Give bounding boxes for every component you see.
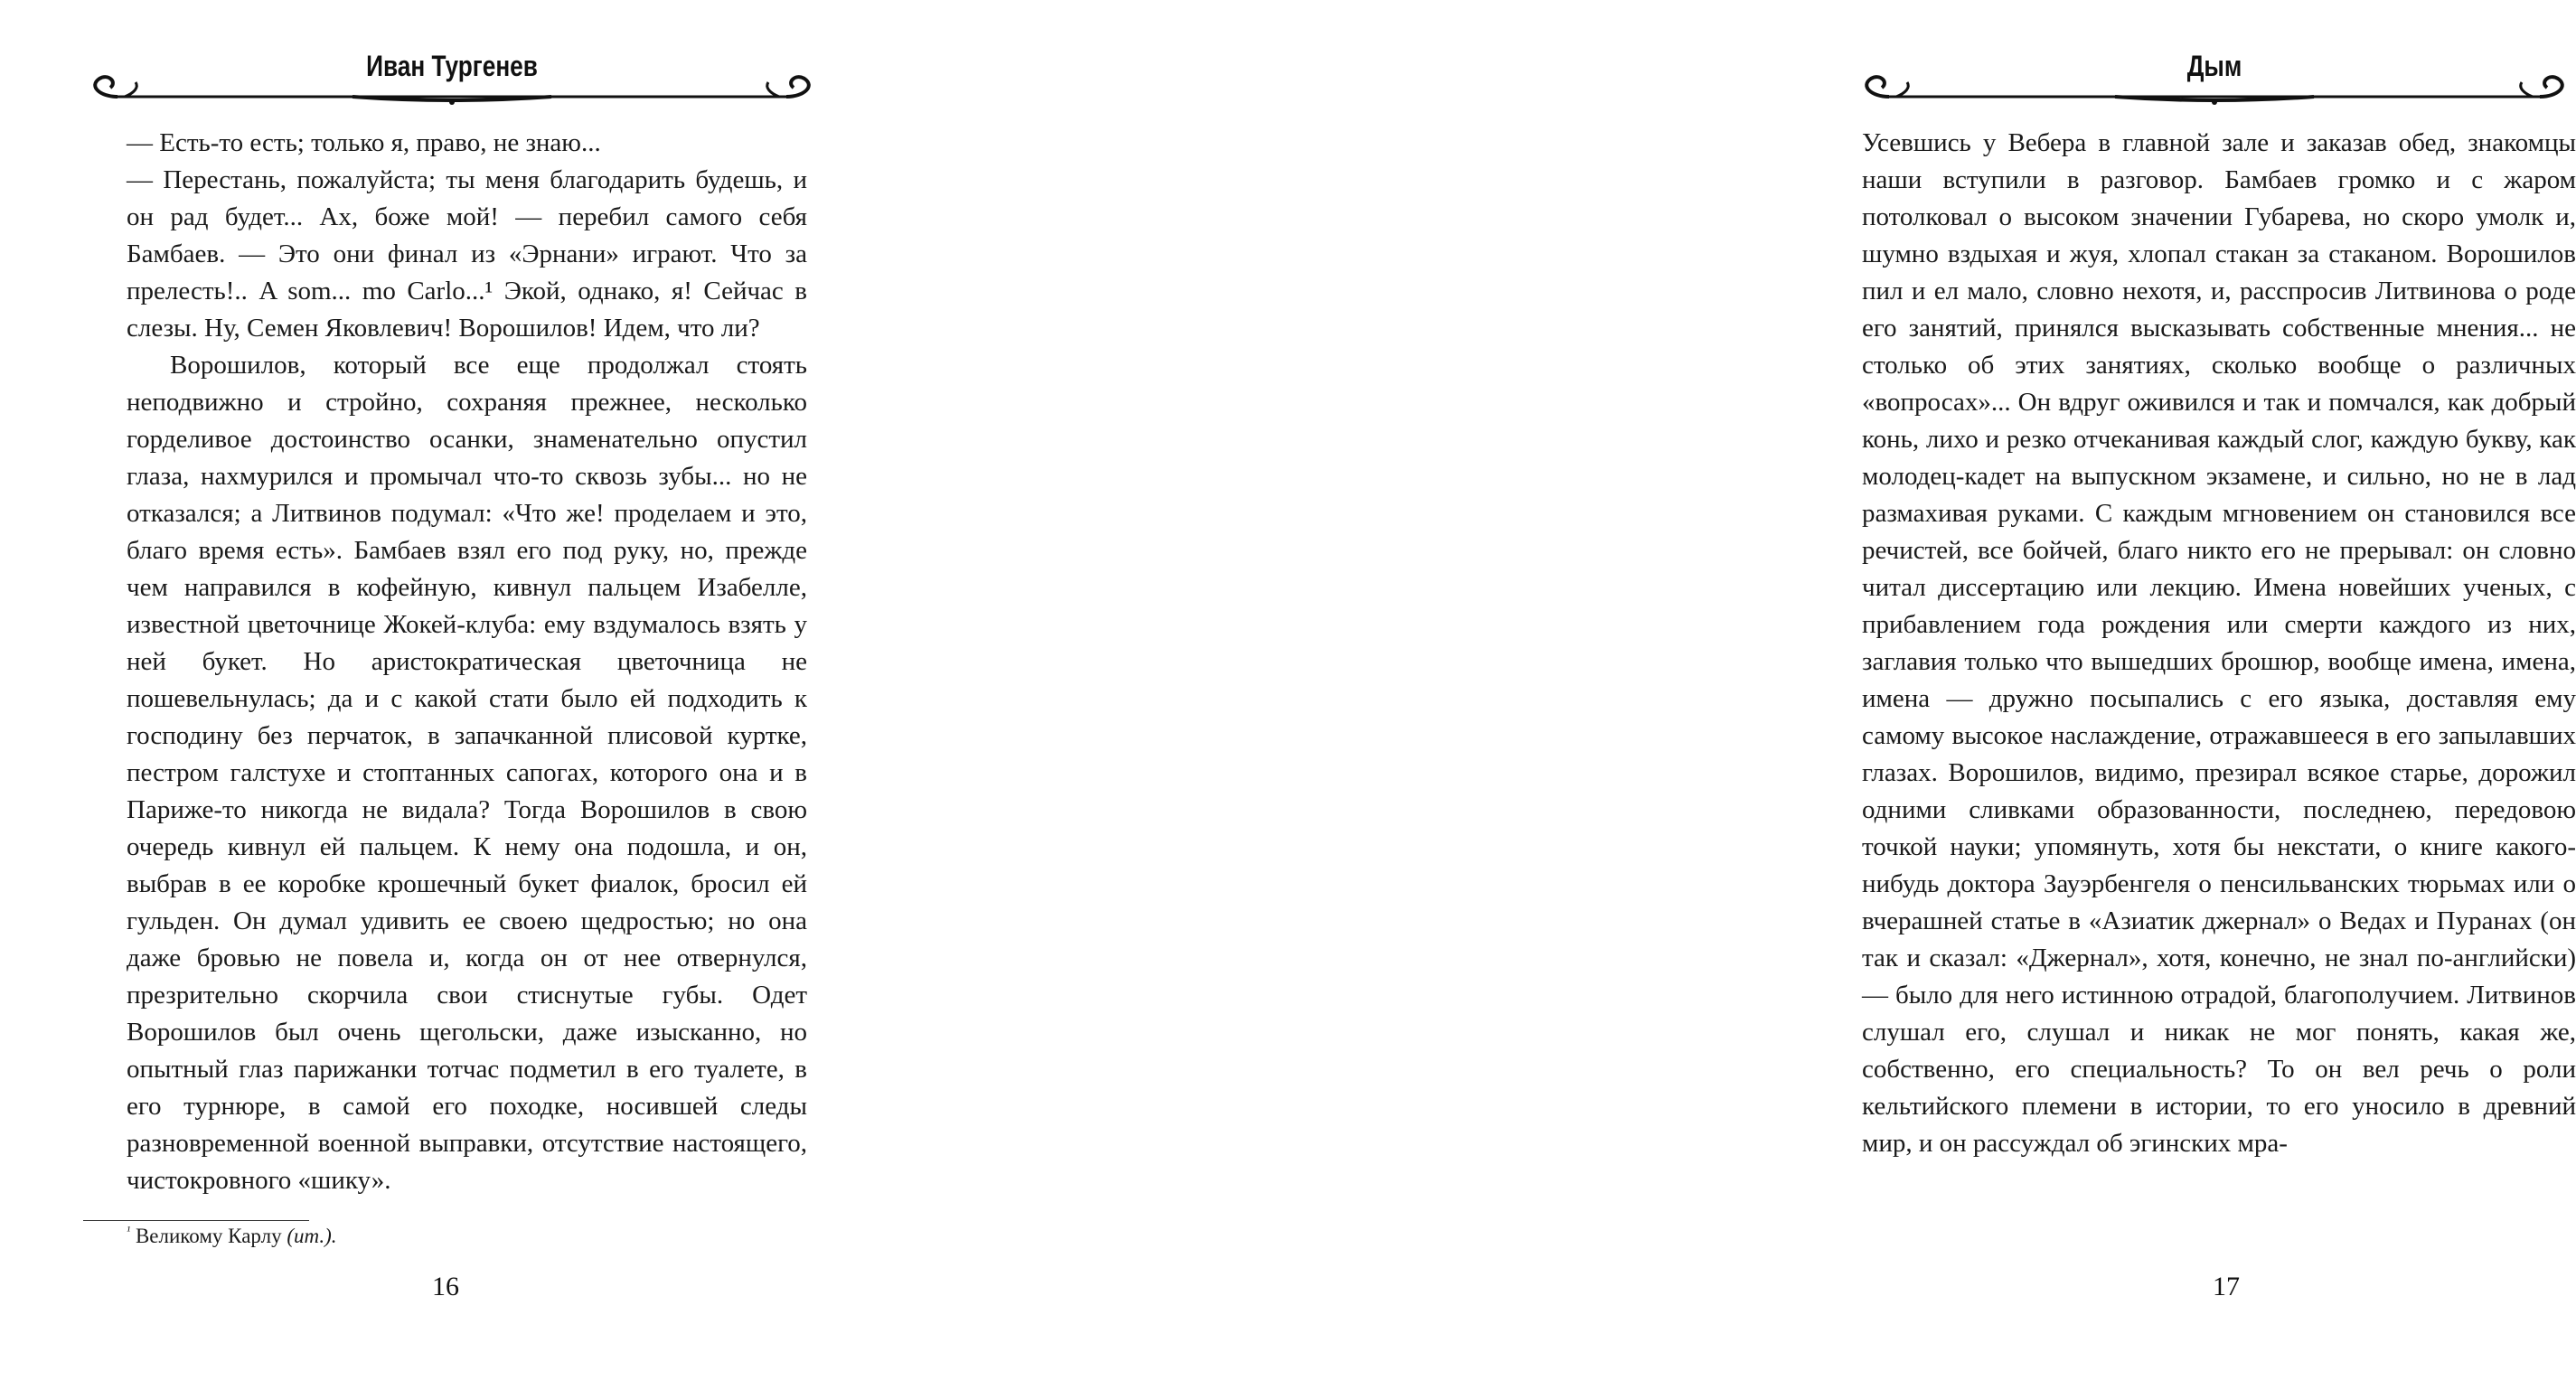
paragraph: Усевшись у Вебера в главной зале и заказав обед, знакомцы наши вступили в разговор. Бамбаев громко и с жаром потолковал о высоком значении Губарева, но скоро умолк и, шумно вздыхая и жуя, хлопал стакан за стаканом. Ворошилов пил и ел мало, словно нехотя, и, расспросив Литвинова о роде его занятий, принялся высказывать собственные мнения... не столько об этих занятиях, сколько вообще о различных «вопросах»... Он вдруг оживился и так и помчался, как добрый конь, лихо и резко отчеканивая каждый слог, каждую букву, как молодец-кадет на выпускном экзамене, и сильно, но не в лад размахивая руками. С каждым мгновением он становился все речистей, все бойчей, благо никто его не прерывал: он словно читал диссертацию или лекцию. Имена новейших ученых, с прибавлением года рождения или смерти каждого из них, заглавия только что вышедших брошюр, вообще имена, имена, имена — дружно посыпались с его языка, доставляя ему самому высокое наслаждение, отражавшееся в его запылавших глазах. Ворошилов, видимо, презирал всякое старье, дорожил одними сливками образованности, последнею, передовою точкой науки; упомянуть, хотя бы некстати, о книге какого-нибудь доктора Зауэрбенгеля о пенсильванских тюрьмах или о вчерашней статье в «Азиатик джернал» о Ведах и Пуранах (он так и сказал: «Джернал», хотя, конечно, не знал по-английски) — было для него истинною отрадой, благополучием. Литвинов слушал его, слушал и никак не мог понять, какая же, собственно, его специальность? То он вел речь о роли кельтийского племени в истории, то его уносило в древний мир, и он рассуждал об эгинских мра- <box>1862 128 2576 1158</box>
footnote-text: Великому Карлу <box>135 1225 282 1247</box>
left-page <box>0 0 886 1390</box>
right-running-header <box>1853 50 2576 113</box>
paragraph: — Есть-то есть; только я, право, не знаю... <box>127 128 601 157</box>
ornamental-rule-icon <box>1853 84 2576 120</box>
right-header-title: Дым <box>2186 50 2242 82</box>
right-page <box>886 0 2576 1390</box>
left-header-title: Иван Тургенев <box>366 50 538 82</box>
footnote <box>127 1225 337 1248</box>
ornamental-rule-icon <box>81 84 823 120</box>
paragraph: Ворошилов, который все еще продолжал стоять неподвижно и стройно, сохраняя прежнее, несколько горделивое достоинство осанки, знаменательно опустил глаза, нахмурился и промычал что-то сквозь зубы... но не отказался; а Литвинов подумал: «Что же! проделаем и это, благо время есть». Бамбаев взял его под руку, но, прежде чем направился в кофейную, кивнул пальцем Изабелле, известной цветочнице Жокей-клуба: ему вздумалось взять у ней букет. Но аристократическая цветочница не пошевельнулась; да и с какой стати было ей подходить к господину без перчаток, в запачканной плисовой куртке, пестром галстухе и стоптанных сапогах, которого она и в Париже-то никогда не видала? Тогда Ворошилов в свою очередь кивнул ей пальцем. К нему она подошла, и он, выбрав в ее коробке крошечный букет фиалок, бросил ей гульден. Он думал удивить ее своею щедростью; но она даже бровью не повела и, когда он от нее отвернулся, презрительно скорчила свои стиснутые губы. Одет Ворошилов был очень щегольски, даже изысканно, но опытный глаз парижанки тотчас подметил в его туалете, в его турнюре, в самой его походке, носившей следы разновременной военной выправки, отсутствие настоящего, чистокровного «шику». <box>127 351 807 1195</box>
footnote-mark: ¹ <box>127 1225 131 1239</box>
right-page-number: 17 <box>2213 1272 2240 1301</box>
paragraph: — Перестань, пожалуйста; ты меня благодарить будешь, и он рад будет... Ах, боже мой! — перебил самого себя Бамбаев. — Это они финал из «Эрнани» играют. Что за прелесть!.. A som... mo Carlo...¹ Экой, однако, я! Сейчас в слезы. Ну, Семен Яковлевич! Ворошилов! Идем, что ли? <box>127 165 807 343</box>
left-page-number: 16 <box>432 1272 459 1301</box>
right-body-text <box>1862 125 2576 1162</box>
footnote-divider <box>83 1220 309 1221</box>
footnote-note: (ит.). <box>287 1225 337 1247</box>
left-body-text <box>127 125 807 1199</box>
left-running-header <box>81 50 823 113</box>
